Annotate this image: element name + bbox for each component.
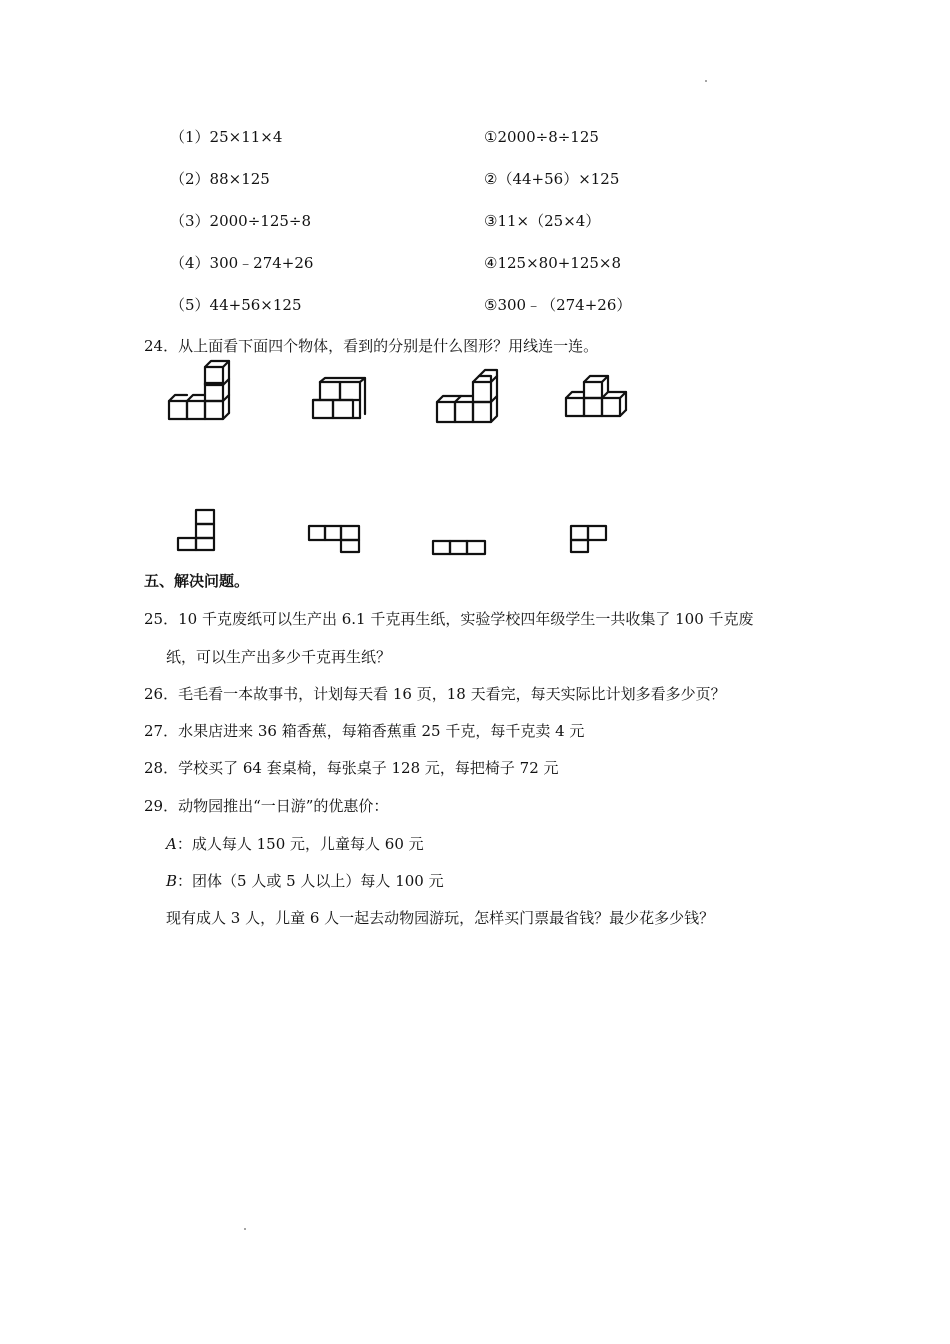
solid-figure-4 [562, 378, 632, 428]
problem-25-line2: 纸，可以生产出多少千克再生纸？ [166, 648, 392, 666]
problem-25-line1: 25．10 千克废纸可以生产出 6.1 千克再生纸，实验学校四年级学生一共收集了 100 千克废 [144, 610, 754, 628]
solid-figure-3 [434, 372, 504, 432]
top-view-shape-2 [306, 522, 366, 562]
q23-right-1: ①2000÷8÷125 [484, 128, 599, 146]
q23-left-2: （2）88×125 [170, 170, 270, 188]
q23-right-5: ⑤300﹣（274+26） [484, 296, 632, 314]
problem-26: 26．毛毛看一本故事书，计划每天看 16 页，18 天看完，每天实际比计划多看多少页？ [144, 685, 726, 703]
section-five-title: 五、解决问题。 [144, 572, 250, 590]
q23-left-3: （3）2000÷125÷8 [170, 212, 312, 230]
problem-27: 27．水果店进来 36 箱香蕉，每箱香蕉重 25 千克，每千克卖 4 元 [144, 722, 585, 740]
problem-29-option-b [166, 871, 444, 891]
top-view-shape-1 [174, 506, 224, 556]
problem-29-option-a [166, 834, 424, 854]
option-b-text: ：团体（5 人或 5 人以上）每人 100 元 [177, 872, 444, 890]
option-a-label: A [166, 835, 177, 853]
q23-right-3: ③11×（25×4） [484, 212, 601, 230]
option-a-text: ：成人每人 150 元，儿童每人 60 元 [176, 835, 424, 853]
q23-right-4: ④125×80+125×8 [484, 254, 622, 272]
top-dot [705, 80, 707, 82]
problem-29-question: 现有成人 3 人，儿童 6 人一起去动物园游玩，怎样买门票最省钱？最少花多少钱？ [166, 909, 715, 927]
q23-right-2: ②（44+56）×125 [484, 170, 620, 188]
q23-left-1: （1）25×11×4 [170, 128, 283, 146]
problem-29: 29．动物园推出“一日游”的优惠价： [144, 797, 389, 815]
solid-figure-2 [310, 378, 370, 428]
q23-left-5: （5）44+56×125 [170, 296, 302, 314]
top-view-shape-3 [430, 538, 490, 562]
problem-28: 28．学校买了 64 套桌椅，每张桌子 128 元，每把椅子 72 元 [144, 759, 559, 777]
q24-text: 24．从上面看下面四个物体，看到的分别是什么图形？用线连一连。 [144, 337, 599, 355]
bottom-dot [244, 1228, 246, 1230]
q23-left-4: （4）300﹣274+26 [170, 254, 314, 272]
solid-figure-1 [166, 366, 236, 426]
option-b-label: B [166, 872, 178, 890]
top-view-shape-4 [568, 522, 612, 562]
